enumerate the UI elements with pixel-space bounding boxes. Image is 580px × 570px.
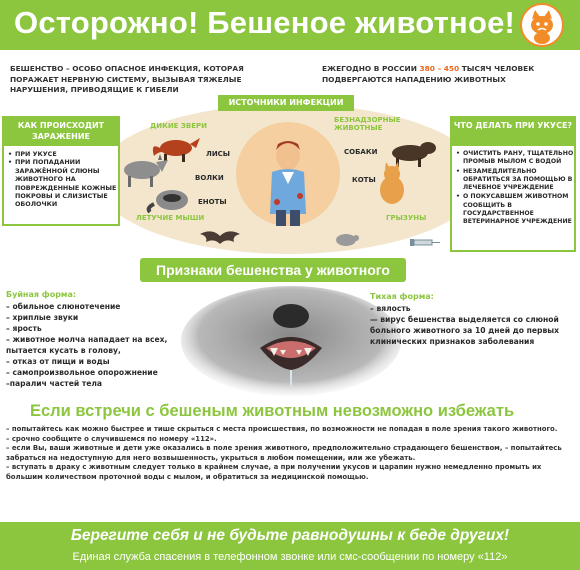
list-item: – ярость [6, 324, 42, 333]
list-item: – срочно сообщите о случившемся по номеру «112». [6, 434, 217, 443]
quiet-form-list [370, 303, 575, 347]
list-item: • ПРИ ПОПАДАНИИ ЗАРАЖЁННОЙ СЛЮНЫ ЖИВОТНОГО НА ПОВРЕЖДЕННЫЕ КОЖНЫЕ ПОКРОВЫ И СЛИЗИСТЫЕ ОБОЛОЧКИ [8, 158, 118, 208]
cat-icon [372, 162, 412, 206]
emergency-number-text: Единая служба спасения в телефонном звонке или смс-сообщении по номеру «112» [72, 551, 508, 563]
list-item: – попытайтесь как можно быстрее и тише скрыться с места происшествия, по возможности не попадая в поле зрения такого животного. [6, 425, 558, 433]
wolves-label: ВОЛКИ [195, 174, 224, 182]
rabid-raccoon-photo [180, 286, 402, 396]
wolf-icon [112, 152, 168, 188]
rodents-label: ГРЫЗУНЫ [386, 214, 427, 222]
list-item: • ОЧИСТИТЬ РАНУ, ТЩАТЕЛЬНО ПРОМЫВ МЫЛОМ С ВОДОЙ [456, 150, 574, 167]
wild-animals-heading: ДИКИЕ ЗВЕРИ [150, 122, 207, 130]
annual-statistics: ЕЖЕГОДНО В РОССИИ 380 – 450 ТЫСЯЧ ЧЕЛОВЕК ПОДВЕРГАЮТСЯ НАПАДЕНИЮ ЖИВОТНЫХ [322, 64, 535, 84]
page-title: Осторожно! Бешеное животное! [14, 5, 516, 40]
signs-title: Признаки бешенства у животного [156, 262, 390, 278]
list-item: • О ПОКУСАВШЕМ ЖИВОТНОМ СООБЩИТЬ В ГОСУДАРСТВЕННОЕ ВЕТЕРИНАРНОЕ УЧРЕЖДЕНИЕ [456, 193, 574, 226]
list-item: • НЕЗАМЕДЛИТЕЛЬНО ОБРАТИТЬСЯ ЗА ПОМОЩЬЮ В ЛЕЧЕБНОЕ УЧРЕЖДЕНИЕ [456, 168, 574, 193]
syringe-icon [410, 234, 440, 250]
bat-icon [200, 228, 240, 248]
statistics-number: 380 – 450 [419, 64, 460, 73]
list-item: – вступать в драку с животным следует только в крайнем случае, а при получении укусов и царапин нужно немедленно промыть их большим количеством проточной воды с мылом, и обратиться за медицинской помощью. [6, 463, 542, 481]
how-infection-title: КАК ПРОИСХОДИТ ЗАРАЖЕНИЕ [2, 116, 120, 146]
raccoon-icon [146, 184, 196, 214]
how-infection-list [8, 150, 118, 209]
list-item: – животное молча нападает на всех, пытается кусать в голову, [6, 335, 168, 355]
what-to-do-list [456, 150, 574, 228]
rodent-icon [332, 230, 362, 248]
cat-logo-icon [520, 3, 564, 47]
list-item: – отказ от пищи и воды [6, 357, 110, 366]
list-item: – если Вы, ваши животные и дети уже оказались в поле зрения животного, предположительно страдающего бешенством, – попытайтесь забраться на недоступную для него возвышенность, укрыться в любом помещении, или же убежать. [6, 444, 562, 462]
list-item: • ПРИ УКУСЕ [8, 150, 118, 158]
homeless-animals-heading: БЕЗНАДЗОРНЫЕ ЖИВОТНЫЕ [334, 116, 401, 132]
raccoons-label: ЕНОТЫ [198, 198, 227, 206]
foxes-label: ЛИСЫ [206, 150, 231, 158]
avoid-encounter-list [6, 425, 574, 483]
dogs-label: СОБАКИ [344, 148, 378, 156]
list-item: – хриплые звуки [6, 313, 79, 322]
cats-label: КОТЫ [352, 176, 376, 184]
list-item: – вялость [370, 304, 411, 313]
list-item: –паралич частей тела [6, 379, 103, 388]
footer-slogan: Берегите себя и не будьте равнодушны к беде других! [70, 527, 510, 544]
bitten-person-illustration [236, 122, 340, 226]
list-item: – обильное слюнотечение [6, 302, 121, 311]
infection-sources-label: ИСТОЧНИКИ ИНФЕКЦИИ [218, 95, 354, 111]
furious-form-list [6, 301, 196, 389]
list-item: – самопроизвольное опорожнение [6, 368, 158, 377]
quiet-form-title: Тихая форма: [370, 292, 434, 301]
what-to-do-title: ЧТО ДЕЛАТЬ ПРИ УКУСЕ? [450, 116, 576, 146]
avoid-encounter-title: Если встречи с бешеным животным невозможно избежать [30, 402, 515, 420]
furious-form-title: Буйная форма: [6, 290, 77, 299]
bats-label: ЛЕТУЧИЕ МЫШИ [136, 214, 205, 222]
rabies-definition: БЕШЕНСТВО – ОСОБО ОПАСНОЕ ИНФЕКЦИЯ, КОТОРАЯ ПОРАЖАЕТ НЕРВНУЮ СИСТЕМУ, ВЫЗЫВАЯ ТЯЖЕЛЫЕ НАРУШЕНИЯ, ПРИВОДЯЩИЕ К ГИБЕЛИ [10, 64, 244, 94]
list-item: — вирус бешенства выделяется со слюной больного животного за 10 дней до первых клинических признаков заболевания [370, 315, 560, 346]
